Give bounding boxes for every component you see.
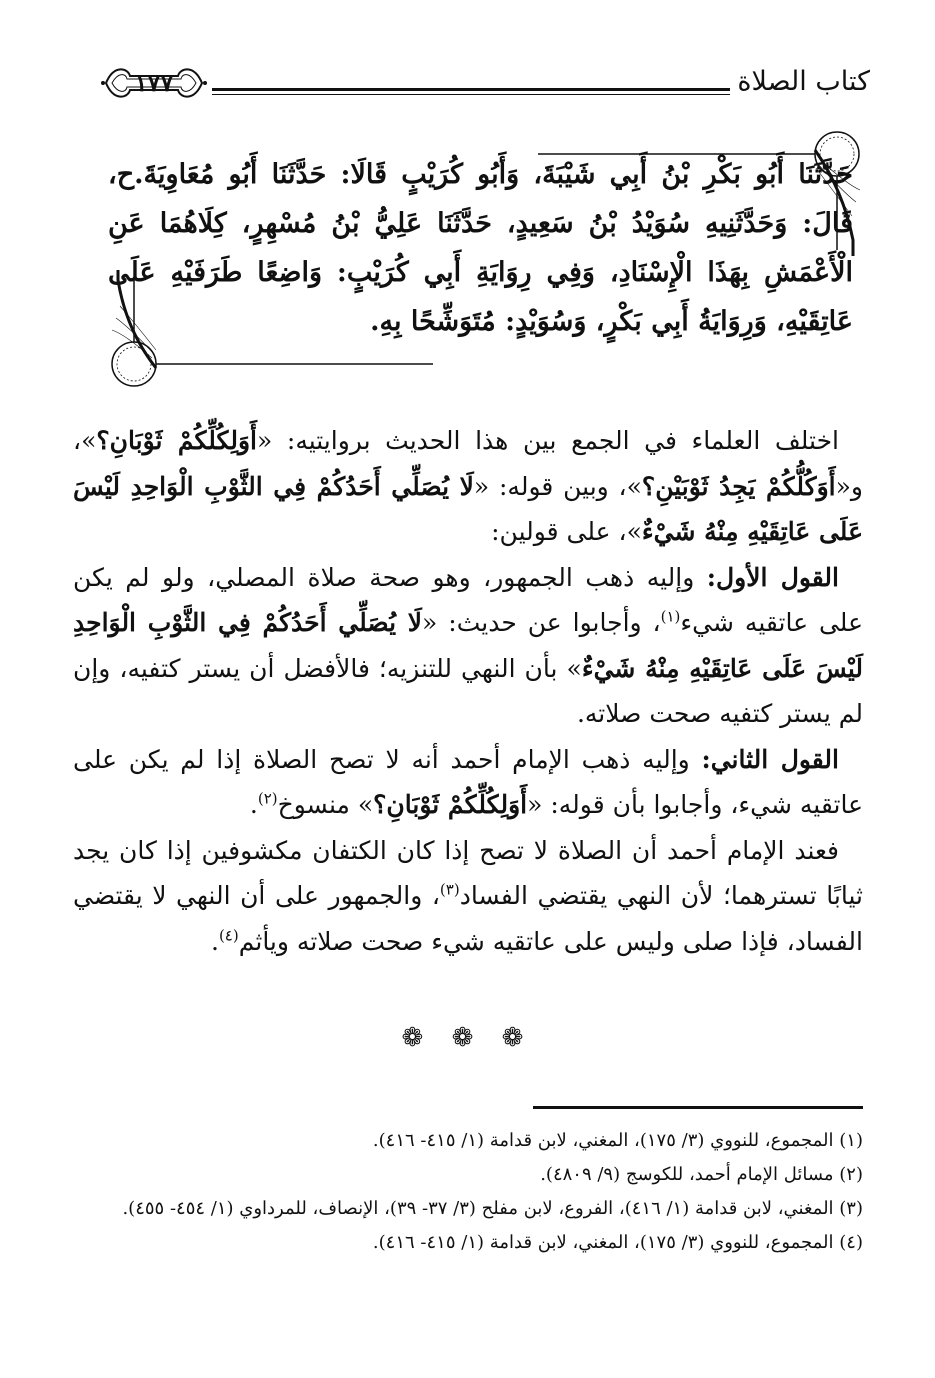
text-run: وإليه ذهب الجمهور، وهو صحة صلاة المصلي، ولو لم يكن على عاتقيه شيء	[73, 562, 863, 637]
footnote-ref: (١)	[660, 607, 681, 626]
footnote-ref: (٢)	[257, 789, 278, 808]
text-run: »، وبين قوله: «	[473, 471, 642, 501]
text-run: .	[249, 790, 258, 819]
book-title: كتاب الصلاة	[737, 66, 870, 97]
footnote-ref: (٣)	[439, 880, 460, 899]
section-label: القول الثاني:	[701, 744, 839, 774]
text-run: ، والجمهور على أن النهي لا يقتضي الفساد، فإذا صلى وليس على عاتقيه شيء صحت صلاته ويأثم	[73, 881, 863, 956]
quoted-hadith: لَا يُصَلِّي أَحَدُكُمْ فِي الثَّوْبِ الْوَاحِدِ لَيْسَ عَلَى عَاتِقَيْهِ مِنْهُ شَيْءٌ	[73, 471, 863, 546]
text-run: ، وأجابوا عن حديث: «	[422, 608, 661, 637]
footnote-ref: (٤)	[218, 926, 239, 945]
text-run: اختلف العلماء في الجمع بين هذا الحديث بروايتيه: «	[256, 426, 839, 455]
footnote-3: (٣) المغني، لابن قدامة (١/ ٤١٦)، الفروع، لابن مفلح (٣/ ٣٧- ٣٩)، الإنصاف، للمرداوي (١/ ٤٥٤- ٤٥٥).	[122, 1198, 863, 1219]
text-run: فعند الإمام أحمد أن الصلاة لا تصح إذا كان الكتفان مكشوفين إذا كان يجد ثيابًا تسترهما؛ لأن النهي يقتضي الفساد	[73, 835, 863, 910]
page-header	[100, 58, 870, 108]
footnote-1: (١) المجموع، للنووي (٣/ ١٧٥)، المغني، لابن قدامة (١/ ٤١٥- ٤١٦).	[372, 1130, 863, 1151]
footnote-rule	[533, 1106, 863, 1109]
footnote-2: (٢) مسائل الإمام أحمد، للكوسج (٩/ ٤٨٠٩).	[540, 1164, 863, 1185]
header-rule-thin	[212, 94, 730, 95]
section-separator: ❁ ❁ ❁	[401, 1023, 534, 1053]
paragraph-3	[73, 737, 863, 828]
header-rule	[212, 88, 730, 91]
text-run: »، و«	[73, 426, 863, 501]
page-number: ١٧٧	[134, 68, 174, 97]
footnotes	[73, 1124, 863, 1260]
text-run: .	[210, 926, 219, 956]
quoted-hadith: أَوَلِكُلِّكُمْ ثَوْبَانِ؟	[373, 790, 528, 819]
text-run: » منسوخ	[277, 790, 374, 819]
commentary-body	[73, 418, 863, 964]
quoted-hadith: أَوَلِكُلِّكُمْ ثَوْبَانِ؟	[96, 426, 257, 455]
section-label: القول الأول:	[706, 562, 839, 592]
hadith-text: حَدَّثَنَا أَبُو بَكْرِ بْنُ أَبِي شَيْبَةَ، وَأَبُو كُرَيْبٍ قَالَا: حَدَّثَنَا أَبُو مُعَاوِيَةَ.ح، قَالَ: وَحَدَّثَنِيهِ سُوَيْدُ بْنُ سَعِيدٍ، حَدَّثَنَا عَلِيُّ بْنُ مُسْهِرٍ، كِلَاهُمَا عَنِ الْأَعْمَشِ بِهَذَا الْإِسْنَادِ، وَفِي رِوَايَةِ أَبِي كُرَيْبٍ: وَاضِعًا طَرَفَيْهِ عَلَى عَاتِقَيْهِ، وَرِوَايَةُ أَبِي بَكْرٍ، وَسُوَيْدٍ: مُتَوَشِّحًا بِهِ.	[108, 159, 853, 337]
paragraph-4	[73, 828, 863, 965]
footnote-4: (٤) المجموع، للنووي (٣/ ١٧٥)، المغني، لابن قدامة (١/ ٤١٥- ٤١٦).	[372, 1232, 863, 1253]
text-run: » بأن النهي للتنزيه؛ فالأفضل أن يستر كتفيه، وإن لم يستر كتفيه صحت صلاته.	[73, 653, 863, 728]
paragraph-1	[73, 418, 863, 555]
paragraph-2	[73, 555, 863, 737]
text-run: »، على قولين:	[491, 517, 642, 546]
text-run: وإليه ذهب الإمام أحمد أنه لا تصح الصلاة إذا لم يكن على عاتقيه شيء، وأجابوا بأن قوله: «	[73, 744, 863, 819]
quoted-hadith: أَوَكُلُّكُمْ يَجِدُ ثَوْبَيْنِ؟	[641, 471, 836, 501]
quoted-hadith: لَا يُصَلِّي أَحَدُكُمْ فِي الثَّوْبِ الْوَاحِدِ لَيْسَ عَلَى عَاتِقَيْهِ مِنْهُ شَيْءٌ	[73, 608, 863, 683]
